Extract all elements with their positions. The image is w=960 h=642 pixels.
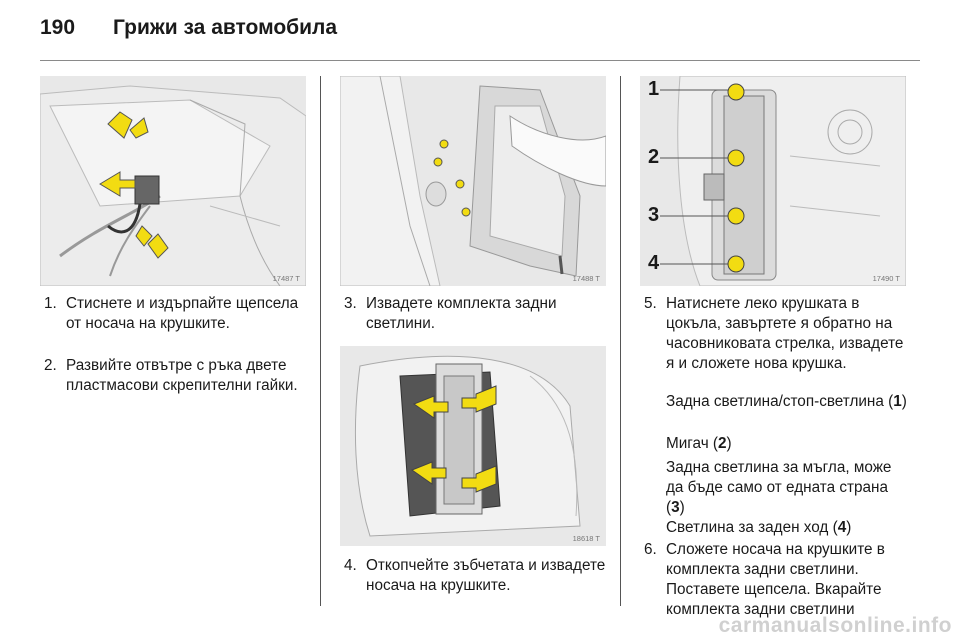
step-3	[344, 294, 610, 334]
step-text: Развийте отвътре с ръка двете пластмасови скрепителни гайки.	[66, 357, 298, 394]
step-number: 5.	[644, 295, 657, 312]
figure-id: 17490 T	[872, 274, 900, 283]
figure-id: 17487 T	[272, 274, 300, 283]
step-text: Извадете комплекта задни светлини.	[366, 295, 557, 332]
step-text: Стиснете и издърпайте щепсела от носача на крушките.	[66, 295, 299, 332]
figure-id: 17488 T	[572, 274, 600, 283]
step-1	[44, 294, 306, 334]
callout-2: 2	[648, 146, 660, 168]
step-number: 1.	[44, 295, 57, 312]
callout-4: 4	[648, 252, 660, 274]
callout-3: 3	[648, 204, 660, 226]
step-text: Натиснете леко крушката в цокъла, завъртете я обратно на часовниковата стрелка, извадете я и сложете нова крушка.	[666, 295, 904, 372]
step-4	[344, 556, 614, 596]
step-number: 2.	[44, 357, 57, 374]
item-number: 4	[837, 519, 847, 536]
callout-1: 1	[648, 78, 660, 100]
figure-bulb-holder-tabs	[340, 346, 606, 546]
column-divider-1	[320, 76, 321, 606]
step-text: Откопчейте зъбчетата и извадете носача на крушките.	[366, 557, 606, 594]
step-5	[644, 294, 908, 374]
step-number: 3.	[344, 295, 357, 312]
item-number: 2	[718, 435, 727, 452]
figure-remove-tail-light	[340, 76, 606, 286]
header-divider	[40, 60, 920, 61]
step-6	[644, 540, 908, 620]
figure-id: 18618 T	[572, 534, 600, 543]
page-header	[40, 16, 337, 46]
step-number: 6.	[644, 541, 657, 558]
figure-plug-removal	[40, 76, 306, 286]
page-number: 190	[40, 16, 76, 39]
step-2	[44, 356, 306, 396]
column-divider-2	[620, 76, 621, 606]
watermark: carmanualsonline.info	[718, 614, 952, 637]
item-number: 3	[671, 499, 680, 516]
step-number: 4.	[344, 557, 357, 574]
bulb-item-4: Светлина за заден ход (4)	[666, 519, 852, 536]
item-number: 1	[893, 393, 902, 410]
figure-bulb-positions	[640, 76, 906, 286]
bulb-item-1: Задна светлина/стоп-светлина (1)	[666, 393, 907, 410]
page-title: Грижи за автомобила	[113, 16, 338, 39]
bulb-item-2: Мигач (2)	[666, 435, 732, 452]
bulb-item-3: Задна светлина за мъгла, може да бъде само от едната страна (3)	[666, 459, 892, 516]
step-text: Сложете носача на крушките в комплекта задни светлини. Поставете щепсела. Вкарайте комплекта задни светлини	[666, 541, 885, 618]
